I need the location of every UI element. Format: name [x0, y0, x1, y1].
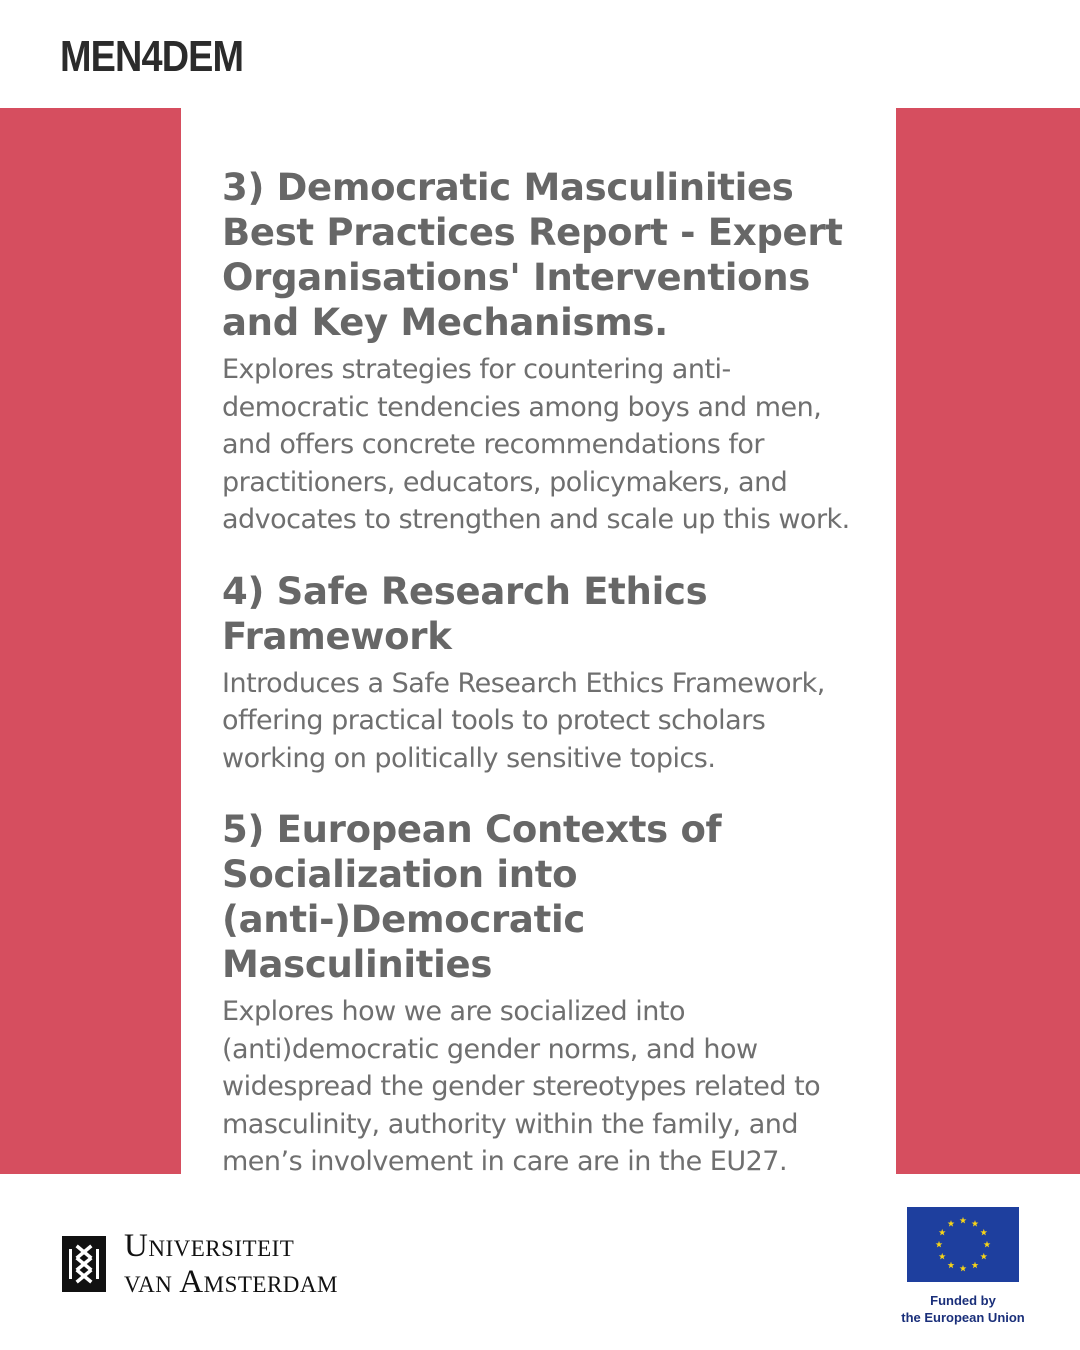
- right-red-band: [896, 108, 1080, 1174]
- left-red-band: [0, 108, 181, 1174]
- uva-logo: [62, 1228, 338, 1300]
- xxx-emblem-icon: [62, 1236, 106, 1292]
- section-5: [222, 807, 862, 1181]
- section-body: Introduces a Safe Research Ethics Framework, offering practical tools to protect scholars working on politically sensitive topics.: [222, 667, 825, 774]
- eu-flag-icon: [907, 1207, 1019, 1282]
- section-title: 4) Safe Research Ethics Framework: [222, 569, 708, 658]
- section-title: 3) Democratic Masculinities Best Practices Report - Expert Organisations' Interventions and Key Mechanisms.: [222, 166, 843, 344]
- section-body: Explores how we are socialized into (anti)democratic gender norms, and how widespread the gender stereotypes related to masculinity, authority within the family, and men’s involvement in care are in the EU27.: [222, 996, 821, 1177]
- section-4: [222, 569, 862, 778]
- eu-caption-line-2: the European Union: [901, 1310, 1025, 1325]
- eu-funding-caption: [880, 1292, 1046, 1326]
- section-3: [222, 165, 862, 539]
- men4dem-logo: MEN4DEM: [60, 32, 244, 81]
- uva-wordmark: [124, 1228, 338, 1300]
- uva-line-2: van Amsterdam: [124, 1264, 338, 1300]
- main-content: [222, 165, 862, 1211]
- section-body: Explores strategies for countering anti-democratic tendencies among boys and men, and offers concrete recommendations for practitioners, educators, policymakers, and advocates to strengthen and scale up this work.: [222, 354, 850, 535]
- eu-caption-line-1: Funded by: [930, 1293, 996, 1308]
- uva-line-1: Universiteit: [124, 1228, 295, 1264]
- eu-emblem: [907, 1207, 1019, 1282]
- section-title: 5) European Contexts of Socialization into (anti-)Democratic Masculinities: [222, 808, 722, 986]
